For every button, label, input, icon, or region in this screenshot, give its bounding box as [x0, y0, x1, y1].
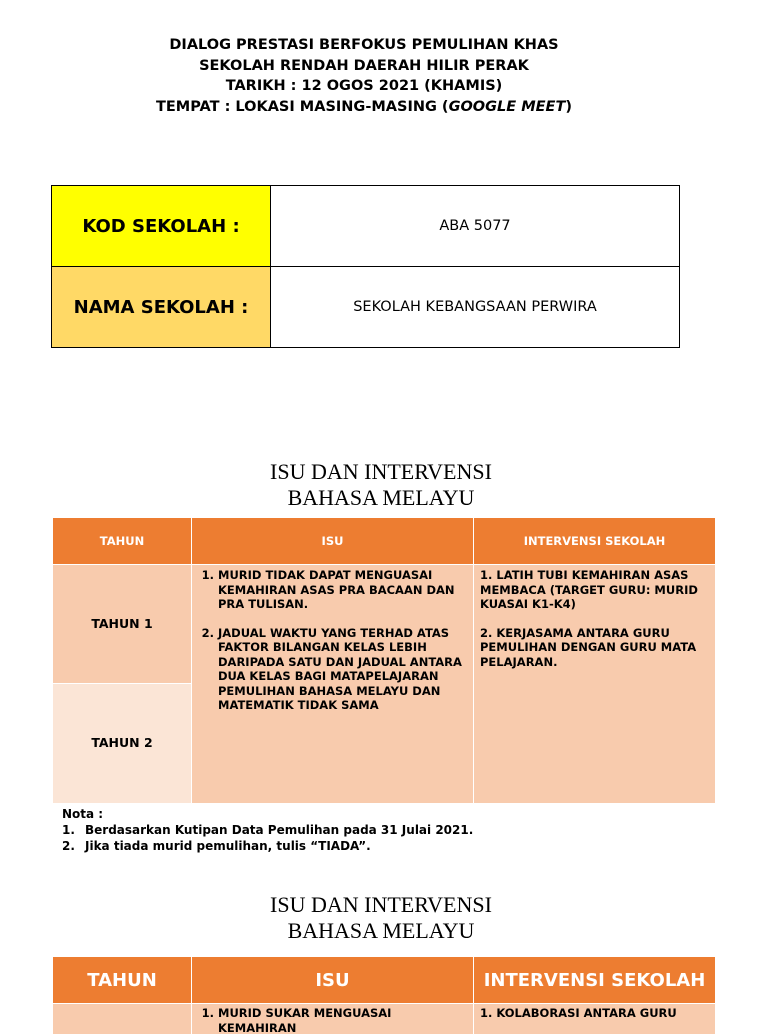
- school-name-row: [52, 267, 680, 348]
- col-header-intervensi: INTERVENSI SEKOLAH: [474, 957, 715, 1003]
- year-cell-tahun-1: TAHUN 1: [53, 565, 191, 683]
- section2-title: [0, 892, 762, 944]
- school-info-table: [51, 185, 680, 348]
- isu-item: 2. JADUAL WAKTU YANG TERHAD ATAS FAKTOR BILANGAN KELAS LEBIH DARIPADA SATU DAN JADUAL ANTARA DUA KELAS BAGI MATAPELAJARAN PEMULIHAN BAHASA MELAYU DAN MATEMATIK TIDAK SAMA: [218, 626, 467, 713]
- location-prefix: TEMPAT : LOKASI MASING-MASING (: [156, 98, 449, 115]
- isu-cell: [192, 1004, 473, 1034]
- section2-title-line1: ISU DAN INTERVENSI: [270, 892, 492, 917]
- header-school-district: SEKOLAH RENDAH DAERAH HILIR PERAK: [199, 57, 529, 74]
- document-header: [0, 35, 728, 117]
- school-name-label: NAMA SEKOLAH :: [52, 267, 271, 348]
- school-code-value: ABA 5077: [271, 186, 680, 267]
- isu-item: 1. MURID SUKAR MENGUASAI KEMAHIRAN: [218, 1006, 467, 1035]
- school-name-value: SEKOLAH KEBANGSAAN PERWIRA: [271, 267, 680, 348]
- intervensi-item: 2. KERJASAMA ANTARA GURU PEMULIHAN DENGAN GURU MATA PELAJARAN.: [480, 625, 697, 669]
- notes-title: Nota :: [62, 807, 104, 821]
- intervensi-item: 1. LATIH TUBI KEMAHIRAN ASAS MEMBACA (TARGET GURU: MURID KUASAI K1-K4): [480, 568, 698, 611]
- location-suffix: ): [565, 98, 572, 115]
- isu-cell: [192, 565, 473, 803]
- col-header-isu: ISU: [192, 957, 473, 1003]
- isu-list: [192, 568, 473, 713]
- section1-title-line1: ISU DAN INTERVENSI: [270, 459, 492, 484]
- section1-title: [0, 459, 762, 511]
- school-code-row: [52, 186, 680, 267]
- isu-item: 1. MURID TIDAK DAPAT MENGUASAI KEMAHIRAN ASAS PRA BACAAN DAN PRA TULISAN.: [218, 568, 467, 612]
- col-header-tahun: TAHUN: [53, 518, 191, 564]
- section2-table: [53, 957, 715, 1035]
- location-platform: GOOGLE MEET: [448, 98, 566, 115]
- year-cell-tahun-2: TAHUN 2: [53, 684, 191, 803]
- isu-list: [192, 1006, 473, 1035]
- col-header-isu: ISU: [192, 518, 473, 564]
- intervensi-cell: [474, 565, 715, 803]
- notes: [62, 806, 473, 854]
- header-location: [0, 97, 728, 118]
- intervensi-item: 1. KOLABORASI ANTARA GURU: [480, 1006, 677, 1020]
- col-header-intervensi: INTERVENSI SEKOLAH: [474, 518, 715, 564]
- section1-table: [53, 518, 715, 803]
- section1-title-line2: BAHASA MELAYU: [287, 485, 475, 510]
- col-header-tahun: TAHUN: [53, 957, 191, 1003]
- header-date: TARIKH : 12 OGOS 2021 (KHAMIS): [225, 78, 503, 94]
- section2-title-line2: BAHASA MELAYU: [287, 918, 475, 943]
- school-code-label: KOD SEKOLAH :: [52, 186, 271, 267]
- note-item: 1. Berdasarkan Kutipan Data Pemulihan pada 31 Julai 2021.: [62, 823, 474, 837]
- header-title: DIALOG PRESTASI BERFOKUS PEMULIHAN KHAS: [169, 37, 559, 53]
- note-item: 2. Jika tiada murid pemulihan, tulis “TIADA”.: [62, 839, 371, 853]
- intervensi-cell: [474, 1004, 715, 1034]
- year-cell: [53, 1004, 191, 1034]
